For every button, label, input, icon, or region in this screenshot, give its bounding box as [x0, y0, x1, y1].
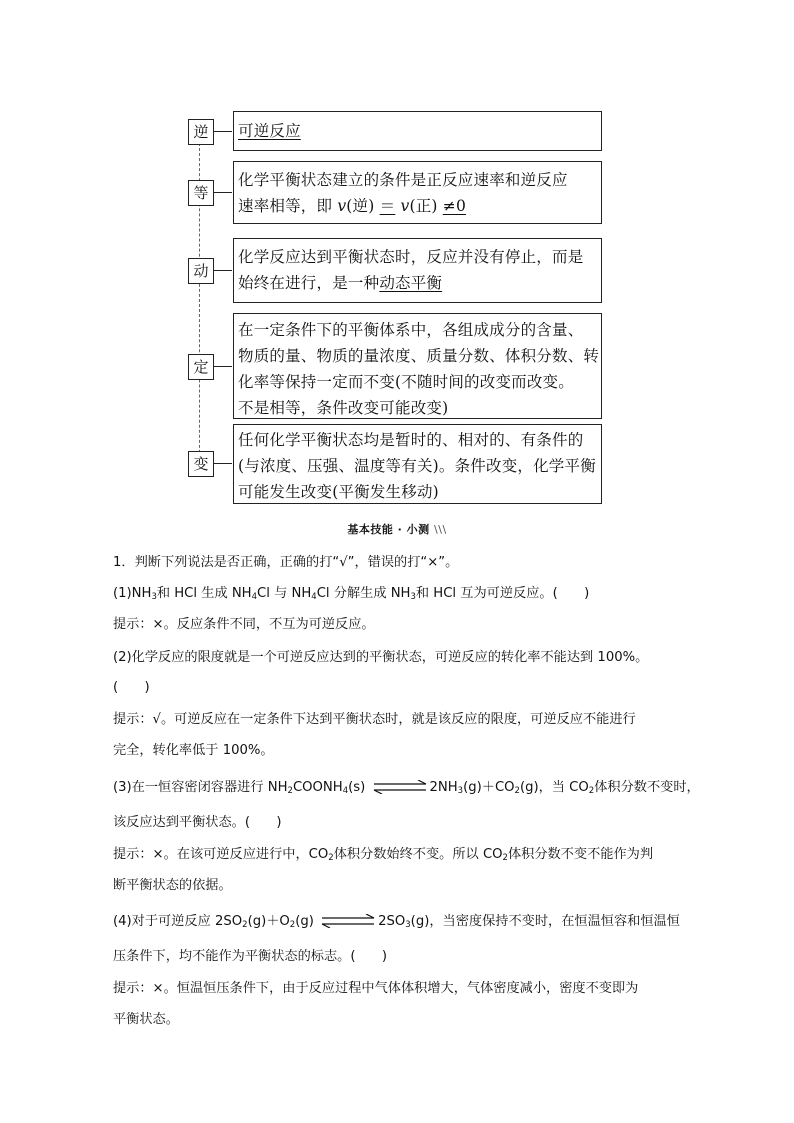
- text-ni: 可逆反应: [238, 122, 301, 140]
- label-ding: 定: [188, 354, 214, 380]
- text-deng-line2: 速率相等，即 v(逆) ＝ v(正) ≠0: [238, 197, 467, 215]
- question-intro: 1．判断下列说法是否正确，正确的打“√”，错误的打“×”。: [113, 555, 459, 570]
- text-bian-line2: (与浓度、压强、温度等有关)。条件改变，化学平衡: [238, 457, 596, 475]
- q4-statement-line2: 压条件下，均不能作为平衡状态的标志。( ): [113, 949, 388, 964]
- text-ding-line1: 在一定条件下的平衡体系中，各组成成分的含量、: [238, 321, 584, 339]
- q4-hint-line2: 平衡状态。: [113, 1012, 179, 1027]
- label-ni: 逆: [188, 119, 214, 145]
- q3-hint-line1: 提示：×。在该可逆反应进行中，$CO_2$体积分数始终不变。所以 $CO_2$体积分数不变不能作为判: [113, 847, 654, 863]
- q3-statement-line2: 该反应达到平衡状态。( ): [113, 815, 282, 830]
- title-decoration: \\\: [434, 523, 447, 536]
- text-deng-line1: 化学平衡状态建立的条件是正反应速率和逆反应: [238, 171, 568, 189]
- label-deng: 等: [188, 180, 214, 206]
- text-bian-line1: 任何化学平衡状态均是暂时的、相对的、有条件的: [238, 431, 584, 449]
- text-ding-line2: 物质的量、物质的量浓度、质量分数、体积分数、转: [238, 347, 600, 365]
- q4-statement-line1: (4)对于可逆反应 $2SO_2(g)+O_2(g)$ $2SO_3(g)$，当密度保持不变时，在恒温恒容和恒温恒: [113, 914, 680, 930]
- q3-hint-line2: 断平衡状态的依据。: [113, 878, 232, 893]
- q3-statement-line1: (3)在一恒容密闭容器进行 $NH_2COONH_4(s)$ $2NH_3(g)+CO_2(g)$，当 $CO_2$体积分数不变时，: [113, 780, 700, 796]
- q2-statement-line2: ( ): [113, 680, 150, 695]
- text-ding-line3: 化率等保持一定而不变(不随时间的改变而改变。: [238, 373, 574, 391]
- q1-statement: $(1)NH_3$和 HCl 生成 $NH_4Cl$ 与 $NH_4Cl$ 分解生成 $NH_3$和 HCl 互为可逆反应。( ): [113, 586, 590, 602]
- reversible-arrow-icon: [320, 914, 376, 928]
- text-ding-line4: 不是相等，条件改变可能改变): [238, 399, 449, 417]
- q4-hint-line1: 提示：×。恒温恒压条件下，由于反应过程中气体体积增大，气体密度减小，密度不变即为: [113, 981, 639, 996]
- q2-hint-line1: 提示：√。可逆反应在一定条件下达到平衡状态时，就是该反应的限度，可逆反应不能进行: [113, 712, 636, 727]
- q2-hint-line2: 完全，转化率低于 100%。: [113, 743, 274, 758]
- label-dong: 动: [188, 258, 214, 284]
- q2-statement-line1: (2)化学反应的限度就是一个可逆反应达到的平衡状态，可逆反应的转化率不能达到 100%。: [113, 650, 649, 665]
- text-dong-line2: 始终在进行，是一种动态平衡: [238, 274, 443, 292]
- text-dong-line1: 化学反应达到平衡状态时，反应并没有停止，而是: [238, 248, 584, 266]
- reversible-arrow-icon: [372, 780, 428, 794]
- section-title: 基本技能 · 小测 \\\: [347, 523, 447, 536]
- q1-hint: 提示：×。反应条件不同，不互为可逆反应。: [113, 617, 375, 632]
- label-bian: 变: [188, 451, 214, 477]
- text-bian-line3: 可能发生改变(平衡发生移动): [238, 483, 439, 501]
- questions: [113, 0, 700, 1123]
